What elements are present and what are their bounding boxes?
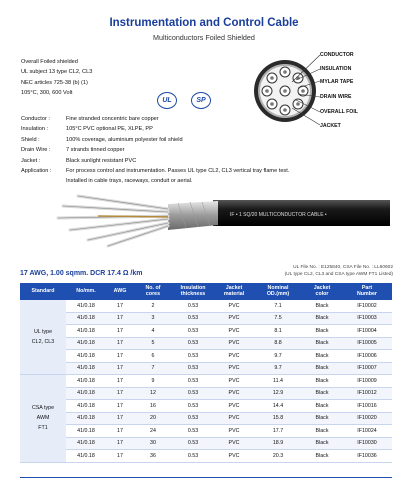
table-cell: Black — [302, 387, 342, 400]
table-cell: 41/0.18 — [66, 362, 106, 375]
desc-key: Jacket : — [21, 157, 41, 164]
table-row — [20, 425, 392, 438]
file-line: (UL type CL2, CL3 and CSA type AWM FT1 Listed) — [284, 271, 393, 277]
table-cell: Black — [302, 337, 342, 350]
table-cell: 0.53 — [172, 375, 214, 388]
table-cell: PVC — [214, 350, 254, 363]
table-cell: IF10016 — [342, 400, 392, 413]
table-cell: PVC — [214, 387, 254, 400]
desc-value: 100% coverage, aluminium polyester foil shield — [66, 136, 183, 143]
spec-table — [20, 283, 392, 463]
file-line: UL File No. : E125840, CSA File No. : LL60602 — [293, 265, 393, 270]
table-cell: IF10020 — [342, 412, 392, 425]
table-cell: Black — [302, 312, 342, 325]
table-cell: 41/0.18 — [66, 337, 106, 350]
col-cores: No. of cores — [134, 283, 172, 300]
desc-key: Insulation : — [21, 126, 49, 133]
ul-logo-icon: UL — [157, 92, 177, 109]
desc-key: Drain Wire : — [21, 147, 51, 154]
label-mylar-tape: MYLAR TAPE — [320, 79, 354, 85]
table-cell: PVC — [214, 375, 254, 388]
table-cell: IF10030 — [342, 437, 392, 450]
desc-key: Conductor : — [21, 116, 50, 122]
col-standard: Standard — [20, 283, 66, 300]
label-jacket: JACKET — [320, 123, 341, 129]
table-cell: IF10024 — [342, 425, 392, 438]
desc-value: 105°C PVC optional PE, XLPE, PP — [66, 126, 153, 133]
table-cell: PVC — [214, 325, 254, 338]
table-cell: 17.7 — [254, 425, 302, 438]
table-row — [20, 450, 392, 463]
table-cell: 6 — [134, 350, 172, 363]
col-jacket-material: Jacket material — [214, 283, 254, 300]
table-row — [20, 362, 392, 375]
table-cell: Black — [302, 325, 342, 338]
table-cell: PVC — [214, 450, 254, 463]
table-cell: 5 — [134, 337, 172, 350]
table-cell: 4 — [134, 325, 172, 338]
table-cell: PVC — [214, 425, 254, 438]
table-cell: PVC — [214, 412, 254, 425]
table-cell: 41/0.18 — [66, 387, 106, 400]
table-cell: 0.53 — [172, 362, 214, 375]
table-row — [20, 400, 392, 413]
table-cell: 0.53 — [172, 425, 214, 438]
label-drain-wire: DRAIN WIRE — [320, 94, 352, 100]
table-cell: 9.7 — [254, 362, 302, 375]
table-cell: 17 — [106, 450, 134, 463]
table-cell: 17 — [106, 412, 134, 425]
cross-section-leader-lines — [290, 52, 322, 132]
table-cell: PVC — [214, 437, 254, 450]
desc-continuation: Installed in cable trays, raceways, conduit or aerial. — [66, 178, 193, 185]
cable-image — [18, 190, 390, 252]
table-cell: 17 — [106, 400, 134, 413]
table-cell: 17 — [106, 350, 134, 363]
spec-line: Overall Foiled shielded — [21, 59, 78, 65]
table-cell: IF10002 — [342, 300, 392, 312]
table-cell: 8.1 — [254, 325, 302, 338]
table-cell: 20.3 — [254, 450, 302, 463]
table-cell: 0.53 — [172, 312, 214, 325]
file-numbers — [285, 265, 393, 278]
table-bottom-rule — [20, 477, 392, 478]
col-part-number: Part Number — [342, 283, 392, 300]
table-header-row — [20, 283, 392, 300]
cable-print: IF • 1 SQ/20 MULTICONDUCTOR CABLE • — [230, 212, 327, 218]
desc-value: Black sunlight resistant PVC — [66, 157, 137, 164]
table-cell: PVC — [214, 337, 254, 350]
table-cell: 41/0.18 — [66, 437, 106, 450]
desc-value: For process control and instrumentation. Passes UL type CL2, CL3 vertical tray flame test. — [66, 168, 290, 175]
table-cell: 41/0.18 — [66, 325, 106, 338]
table-cell: 30 — [134, 437, 172, 450]
table-row — [20, 337, 392, 350]
table-cell: 16 — [134, 400, 172, 413]
table-cell: 17 — [106, 437, 134, 450]
table-cell: 17 — [106, 362, 134, 375]
col-no-mm: No/mm. — [66, 283, 106, 300]
standard-group-cell: UL type CL2, CL3 — [20, 300, 66, 375]
page-subtitle: Multiconductors Foiled Shielded — [153, 33, 255, 42]
table-cell: PVC — [214, 300, 254, 312]
table-cell: Black — [302, 375, 342, 388]
table-cell: 17 — [106, 300, 134, 312]
table-cell: 17 — [106, 312, 134, 325]
table-cell: 0.53 — [172, 437, 214, 450]
col-jacket-color: Jacket color — [302, 283, 342, 300]
table-cell: Black — [302, 350, 342, 363]
desc-key: Application : — [21, 168, 52, 175]
table-cell: 41/0.18 — [66, 312, 106, 325]
table-cell: PVC — [214, 362, 254, 375]
table-cell: Black — [302, 425, 342, 438]
table-cell: 0.53 — [172, 387, 214, 400]
table-cell: Black — [302, 450, 342, 463]
table-cell: 41/0.18 — [66, 412, 106, 425]
table-row — [20, 325, 392, 338]
table-cell: 17 — [106, 337, 134, 350]
table-cell: 7.1 — [254, 300, 302, 312]
table-cell: 8.8 — [254, 337, 302, 350]
table-row — [20, 350, 392, 363]
table-cell: 0.53 — [172, 325, 214, 338]
table-cell: IF10005 — [342, 337, 392, 350]
table-cell: 0.53 — [172, 412, 214, 425]
table-cell: 12 — [134, 387, 172, 400]
table-cell: 0.53 — [172, 450, 214, 463]
spec-line: UL subject 13 type CL2, CL3 — [21, 69, 93, 76]
table-cell: 17 — [106, 375, 134, 388]
table-row — [20, 312, 392, 325]
desc-key: Shield : — [21, 136, 40, 143]
col-nominal-od: Nominal OD.(mm) — [254, 283, 302, 300]
table-cell: 41/0.18 — [66, 400, 106, 413]
page-title: Instrumentation and Control Cable — [109, 17, 299, 29]
table-cell: 0.53 — [172, 300, 214, 312]
spec-line: NEC articles 725-38 (b) (1) — [21, 79, 88, 86]
label-insulation: INSULATION — [320, 66, 352, 72]
table-cell: 7 — [134, 362, 172, 375]
table-cell: 41/0.18 — [66, 350, 106, 363]
csa-logo-icon: SP — [191, 92, 211, 109]
desc-value: 7 strands tinned copper — [66, 147, 125, 154]
label-overall-foil: OVERALL FOIL — [320, 109, 358, 115]
table-cell: 17 — [106, 425, 134, 438]
table-cell: 20 — [134, 412, 172, 425]
desc-value: Fine stranded concentric bare copper — [66, 116, 159, 122]
table-cell: 41/0.18 — [66, 300, 106, 312]
table-cell: IF10009 — [342, 375, 392, 388]
table-cell: Black — [302, 412, 342, 425]
table-cell: 9.7 — [254, 350, 302, 363]
table-cell: 0.53 — [172, 350, 214, 363]
table-cell: 17 — [106, 325, 134, 338]
table-cell: 18.9 — [254, 437, 302, 450]
spec-line: 105°C, 300, 600 Volt — [21, 90, 73, 97]
table-cell: 17 — [106, 387, 134, 400]
table-row — [20, 300, 392, 312]
table-row — [20, 375, 392, 388]
table-cell: 7.5 — [254, 312, 302, 325]
table-cell: 14.4 — [254, 400, 302, 413]
label-conductor: CONDUCTOR — [320, 52, 354, 58]
table-row — [20, 387, 392, 400]
table-cell: IF10004 — [342, 325, 392, 338]
table-cell: 41/0.18 — [66, 375, 106, 388]
standard-group-cell: CSA type AWM FT1 — [20, 375, 66, 463]
table-cell: 11.4 — [254, 375, 302, 388]
table-cell: Black — [302, 362, 342, 375]
table-cell: 24 — [134, 425, 172, 438]
awg-line: 17 AWG, 1.00 sqmm. DCR 17.4 Ω /km — [20, 270, 143, 277]
table-cell: Black — [302, 400, 342, 413]
table-cell: 3 — [134, 312, 172, 325]
table-cell: 36 — [134, 450, 172, 463]
table-row — [20, 437, 392, 450]
table-cell: IF10003 — [342, 312, 392, 325]
table-cell: 0.53 — [172, 337, 214, 350]
table-cell: 41/0.18 — [66, 450, 106, 463]
table-cell: 0.53 — [172, 400, 214, 413]
spec-list — [21, 57, 92, 99]
table-cell: IF10012 — [342, 387, 392, 400]
table-cell: IF10007 — [342, 362, 392, 375]
table-cell: PVC — [214, 312, 254, 325]
table-cell: IF10006 — [342, 350, 392, 363]
table-cell: PVC — [214, 400, 254, 413]
table-cell: 15.8 — [254, 412, 302, 425]
table-row — [20, 412, 392, 425]
table-cell: 41/0.18 — [66, 425, 106, 438]
table-cell: Black — [302, 437, 342, 450]
table-cell: Black — [302, 300, 342, 312]
table-cell: IF10036 — [342, 450, 392, 463]
table-cell: 9 — [134, 375, 172, 388]
description-block — [21, 114, 289, 187]
col-awg: AWG — [106, 283, 134, 300]
col-insulation: Insulation thickness — [172, 283, 214, 300]
table-cell: 12.9 — [254, 387, 302, 400]
table-cell: 2 — [134, 300, 172, 312]
